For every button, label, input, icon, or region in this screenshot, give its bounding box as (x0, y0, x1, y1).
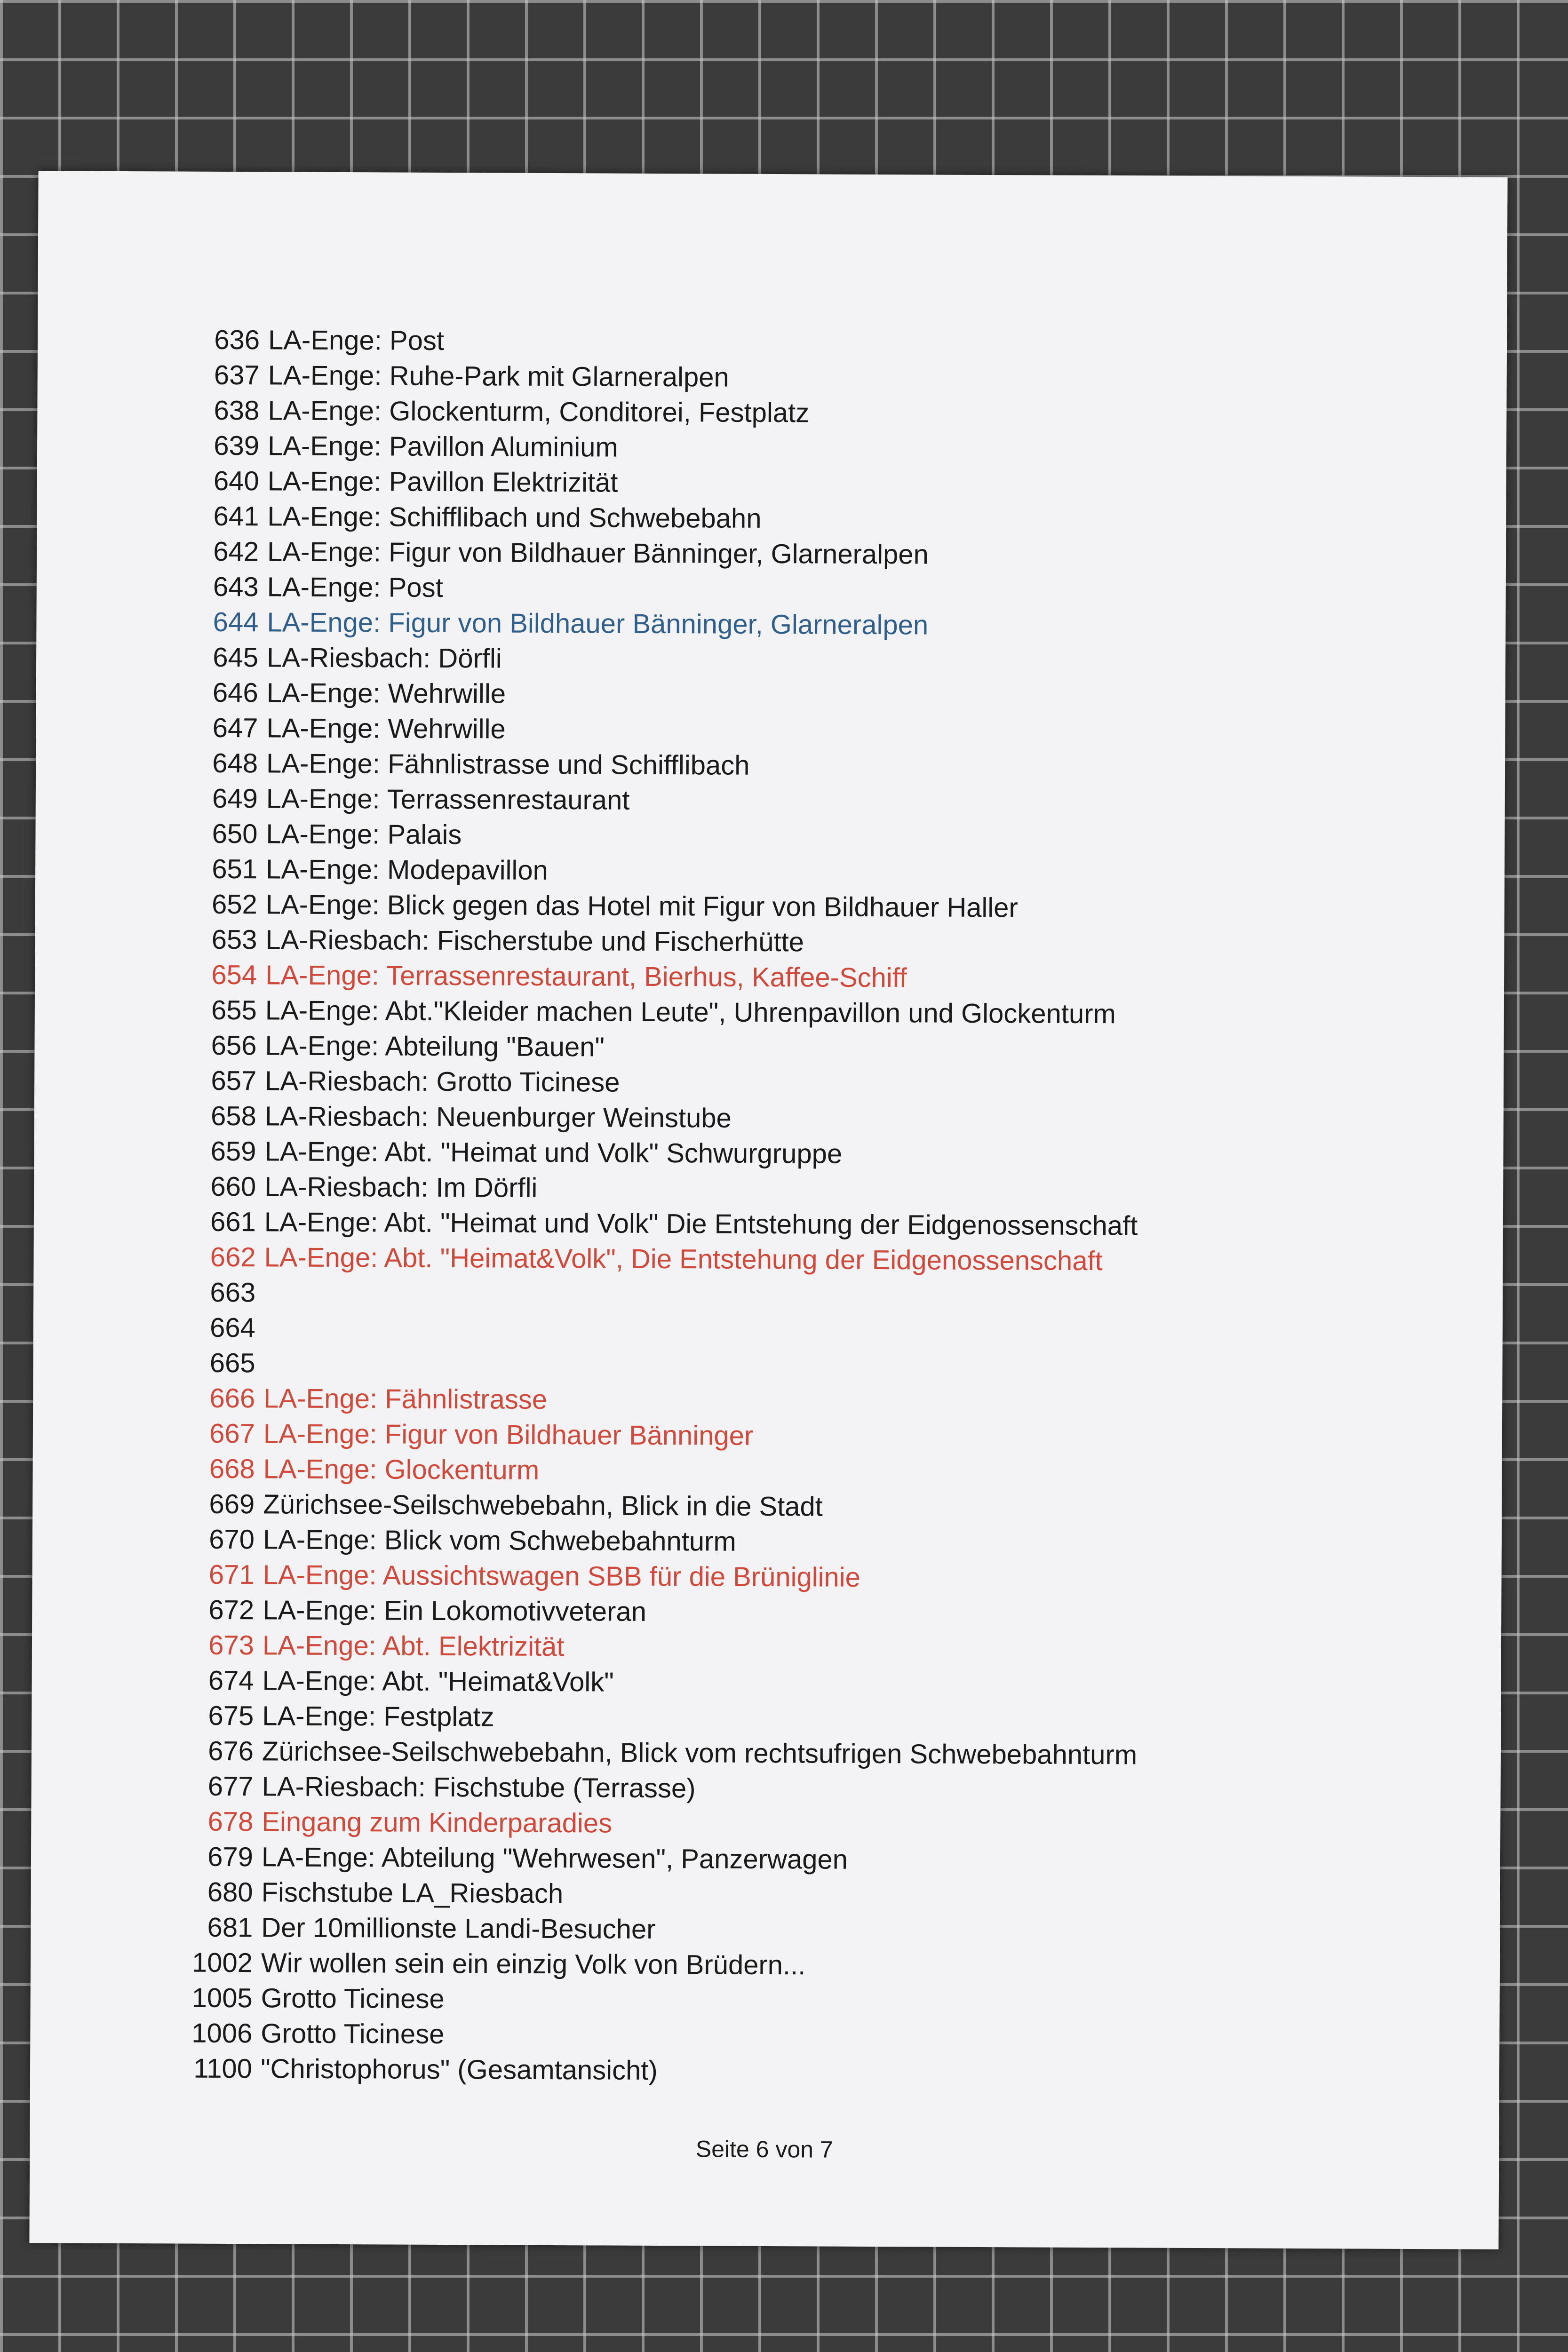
entry-text: Zürichsee-Seilschwebebahn, Blick vom rechtsufrigen Schwebebahnturm (262, 1736, 1138, 1771)
entry-number: 1100 (193, 2053, 253, 2084)
list-item (158, 1768, 1405, 1809)
entry-text (264, 1275, 1407, 1315)
entry-text: LA-Enge: Fähnlistrasse (263, 1383, 548, 1415)
entry-number: 673 (208, 1629, 255, 1661)
entry-number: 652 (211, 889, 257, 920)
entry-text: Eingang zum Kinderparadies (262, 1806, 613, 1839)
entry-text: LA-Enge: Aussichtswagen SBB für die Brüniglinie (263, 1559, 861, 1593)
entry-number: 659 (210, 1136, 256, 1167)
entry-text: LA-Enge: Post (267, 572, 443, 603)
entry-number: 651 (212, 853, 258, 885)
entry-number: 658 (210, 1100, 257, 1132)
entry-number: 671 (208, 1559, 255, 1590)
list-item (160, 1415, 1407, 1456)
list-item (163, 745, 1409, 786)
list-item (165, 357, 1411, 398)
entry-number: 637 (214, 359, 260, 391)
entry-text: LA-Riesbach: Grotto Ticinese (265, 1065, 620, 1098)
entry-number: 639 (214, 430, 260, 461)
entry-text: LA-Enge: Abt. "Heimat und Volk" Schwurgruppe (264, 1136, 843, 1169)
entry-number: 660 (210, 1171, 256, 1202)
entry-number: 636 (214, 324, 260, 356)
entry-number: 644 (213, 606, 259, 638)
entry-number: 675 (208, 1700, 254, 1732)
entry-text: LA-Riesbach: Dörfli (266, 642, 502, 674)
entry-number: 647 (212, 712, 258, 744)
entry-number: 672 (208, 1594, 255, 1626)
list-item (163, 604, 1410, 645)
entry-number: 1006 (191, 2018, 253, 2049)
entry-text: LA-Enge: Abteilung "Wehrwesen", Panzerwagen (261, 1842, 848, 1875)
entry-text: Grotto Ticinese (261, 1983, 445, 2015)
entry-number: 642 (213, 536, 259, 567)
entry-text: "Christophorus" (Gesamtansicht) (260, 2053, 658, 2086)
entry-text: LA-Enge: Figur von Bildhauer Bänninger, Glarneralpen (267, 607, 929, 641)
entry-text: Grotto Ticinese (261, 2018, 445, 2050)
entry-text: LA-Enge: Abt."Kleider machen Leute", Uhrenpavillon und Glockenturm (265, 995, 1116, 1030)
entry-text: LA-Enge: Glockenturm (263, 1454, 540, 1486)
entry-text (263, 1345, 1407, 1386)
entry-text: LA-Enge: Wehrwille (266, 713, 506, 745)
list-item (163, 675, 1410, 715)
entry-number: 643 (213, 571, 259, 603)
entry-number: 674 (208, 1665, 254, 1696)
list-item (163, 710, 1409, 751)
list-item (158, 1980, 1404, 2021)
entry-text: LA-Enge: Glockenturm, Conditorei, Festplatz (268, 395, 810, 429)
entry-list (157, 322, 1411, 2091)
list-item (164, 463, 1411, 504)
entry-text: LA-Enge: Palais (266, 818, 462, 850)
list-item (160, 1345, 1407, 1386)
entry-text: LA-Enge: Terrassenrestaurant, Bierhus, Kaffee-Schiff (265, 960, 907, 993)
list-item (159, 1557, 1406, 1597)
entry-number: 650 (212, 818, 258, 850)
entry-number: 680 (207, 1876, 253, 1908)
entry-number: 664 (209, 1312, 256, 1343)
entry-text: LA-Enge: Fähnlistrasse und Schifflibach (266, 748, 750, 781)
list-item (158, 1945, 1404, 1986)
entry-number: 678 (207, 1806, 254, 1837)
entry-text (264, 1310, 1407, 1351)
list-item (161, 1204, 1408, 1245)
entry-number: 646 (212, 677, 258, 708)
entry-number: 654 (211, 959, 257, 991)
entry-text: LA-Enge: Pavillon Elektrizität (267, 466, 618, 498)
list-item (162, 816, 1409, 857)
entry-text: LA-Enge: Terrassenrestaurant (266, 783, 630, 816)
list-item (158, 1909, 1404, 1950)
list-item (164, 569, 1410, 610)
entry-number: 667 (209, 1418, 255, 1449)
entry-text: LA-Enge: Modepavillon (266, 854, 549, 886)
entry-number: 657 (211, 1065, 257, 1097)
entry-number: 669 (209, 1488, 255, 1520)
entry-text: LA-Enge: Figur von Bildhauer Bänninger, Glarneralpen (267, 536, 929, 570)
entry-text: LA-Enge: Abt. "Heimat und Volk" Die Entstehung der Eidgenossenschaft (264, 1207, 1138, 1241)
entry-number: 661 (210, 1206, 256, 1238)
list-item (159, 1698, 1405, 1739)
entry-number: 645 (213, 642, 259, 673)
entry-number: 1005 (191, 1982, 253, 2014)
entry-text: LA-Riesbach: Neuenburger Weinstube (264, 1101, 732, 1134)
entry-number: 666 (209, 1383, 255, 1414)
entry-text: LA-Riesbach: Im Dörfli (264, 1171, 538, 1203)
entry-number: 1002 (191, 1947, 253, 1979)
entry-text: Der 10millionste Landi-Besucher (261, 1912, 656, 1945)
entry-number: 648 (212, 747, 258, 779)
list-item (162, 922, 1409, 962)
list-item (165, 322, 1411, 363)
list-item (160, 1274, 1407, 1315)
list-item (161, 1098, 1408, 1139)
list-item (163, 639, 1410, 680)
list-item (159, 1451, 1406, 1492)
list-item (161, 1168, 1408, 1209)
list-item (164, 428, 1411, 469)
list-item (158, 1804, 1405, 1844)
list-item (159, 1521, 1406, 1562)
entry-number: 640 (213, 465, 259, 497)
list-item (162, 851, 1409, 892)
list-item (161, 1063, 1408, 1104)
entry-number: 663 (210, 1277, 256, 1308)
list-item (158, 1839, 1405, 1880)
list-item (164, 533, 1410, 574)
list-item (160, 1310, 1407, 1351)
entry-text: Wir wollen sein ein einzig Volk von Brüdern... (261, 1947, 806, 1981)
entry-number: 668 (209, 1453, 255, 1485)
list-item (160, 1380, 1407, 1421)
list-item (159, 1733, 1405, 1774)
entry-text: Fischstube LA_Riesbach (261, 1877, 564, 1909)
list-item (159, 1627, 1406, 1668)
document-page (29, 171, 1507, 2249)
entry-text: LA-Enge: Ein Lokomotivveteran (263, 1595, 647, 1627)
entry-number: 676 (208, 1735, 254, 1767)
entry-number: 655 (211, 994, 257, 1026)
entry-number: 679 (207, 1841, 254, 1873)
list-item (157, 2050, 1404, 2091)
entry-text: LA-Enge: Abteilung "Bauen" (265, 1030, 605, 1063)
entry-text: LA-Enge: Festplatz (262, 1700, 494, 1732)
page-footer: Seite 6 von 7 (695, 2136, 833, 2163)
entry-number: 677 (207, 1771, 254, 1802)
entry-number: 638 (214, 395, 260, 426)
entry-number: 653 (211, 924, 257, 955)
list-item (164, 392, 1411, 433)
entry-text: LA-Enge: Figur von Bildhauer Bänninger (263, 1418, 754, 1451)
entry-text: LA-Enge: Ruhe-Park mit Glarneralpen (268, 360, 729, 393)
list-item (162, 957, 1409, 998)
entry-number: 662 (210, 1241, 256, 1273)
entry-text: LA-Enge: Abt. "Heimat&Volk" (262, 1665, 614, 1698)
entry-text: LA-Enge: Blick gegen das Hotel mit Figur von Bildhauer Haller (265, 889, 1018, 923)
entry-text: LA-Enge: Pavillon Aluminium (267, 430, 618, 463)
list-item (160, 1239, 1407, 1280)
entry-number: 649 (212, 783, 258, 814)
entry-number: 681 (207, 1912, 253, 1943)
list-item (161, 1027, 1408, 1068)
entry-text: LA-Riesbach: Fischerstube und Fischerhütte (265, 924, 804, 958)
list-item (159, 1486, 1406, 1527)
entry-text: LA-Enge: Post (268, 325, 445, 356)
entry-text: Zürichsee-Seilschwebebahn, Blick in die Stadt (263, 1489, 823, 1522)
list-item (164, 498, 1410, 539)
entry-text: LA-Enge: Schifflibach und Schwebebahn (267, 501, 762, 534)
list-item (159, 1592, 1406, 1633)
entry-number: 670 (209, 1524, 255, 1555)
entry-text: LA-Riesbach: Fischstube (Terrasse) (262, 1771, 696, 1804)
list-item (157, 2015, 1404, 2056)
entry-text: LA-Enge: Blick vom Schwebebahnturm (263, 1524, 736, 1557)
list-item (158, 1874, 1405, 1915)
entry-text: LA-Enge: Wehrwille (266, 677, 506, 709)
list-item (162, 886, 1409, 927)
list-item (161, 1133, 1408, 1174)
entry-number: 656 (211, 1030, 257, 1061)
entry-number: 641 (213, 501, 259, 532)
entry-text: LA-Enge: Abt. "Heimat&Volk", Die Entstehung der Eidgenossenschaft (264, 1242, 1103, 1277)
entry-number: 665 (209, 1347, 255, 1379)
list-item (162, 992, 1409, 1033)
list-item (159, 1662, 1405, 1703)
entry-text: LA-Enge: Abt. Elektrizität (262, 1630, 565, 1662)
list-item (163, 780, 1409, 821)
